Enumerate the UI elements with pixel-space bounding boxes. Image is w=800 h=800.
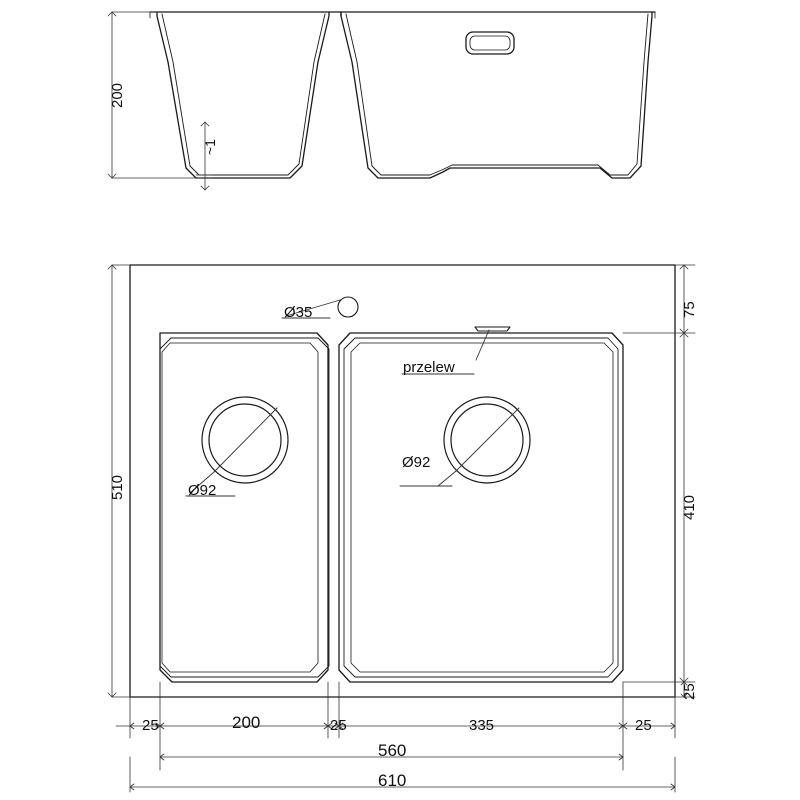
dimension-label-510: 510	[109, 474, 126, 500]
dimension-label-335: 335	[469, 717, 495, 734]
top-plan-view	[130, 265, 675, 697]
cross-section-view	[150, 12, 655, 178]
dimension-label-560: 560	[378, 741, 407, 760]
dimension-label-610: 610	[378, 771, 407, 790]
callout-label-dia92-left: Ø92	[188, 482, 217, 499]
dimension-label-25-left: 25	[142, 717, 159, 734]
dimension-label-25-middle: 25	[330, 717, 347, 734]
plan-dimensions	[108, 265, 698, 792]
callout-label-dia35: Ø35	[284, 304, 313, 321]
dimension-label-200-bowl: 200	[232, 713, 261, 732]
dimension-label-75: 75	[681, 301, 698, 318]
dimension-label-thickness: ~1	[202, 139, 218, 155]
dimension-label-25-right: 25	[635, 717, 652, 734]
section-thickness-dimension	[196, 122, 212, 190]
dimension-label-25-bottom-right: 25	[681, 683, 698, 700]
dimension-label-depth-200: 200	[109, 82, 126, 108]
callout-label-dia92-right: Ø92	[402, 454, 431, 471]
dimension-label-410: 410	[681, 494, 698, 520]
callout-label-overflow: przelew	[403, 359, 455, 376]
